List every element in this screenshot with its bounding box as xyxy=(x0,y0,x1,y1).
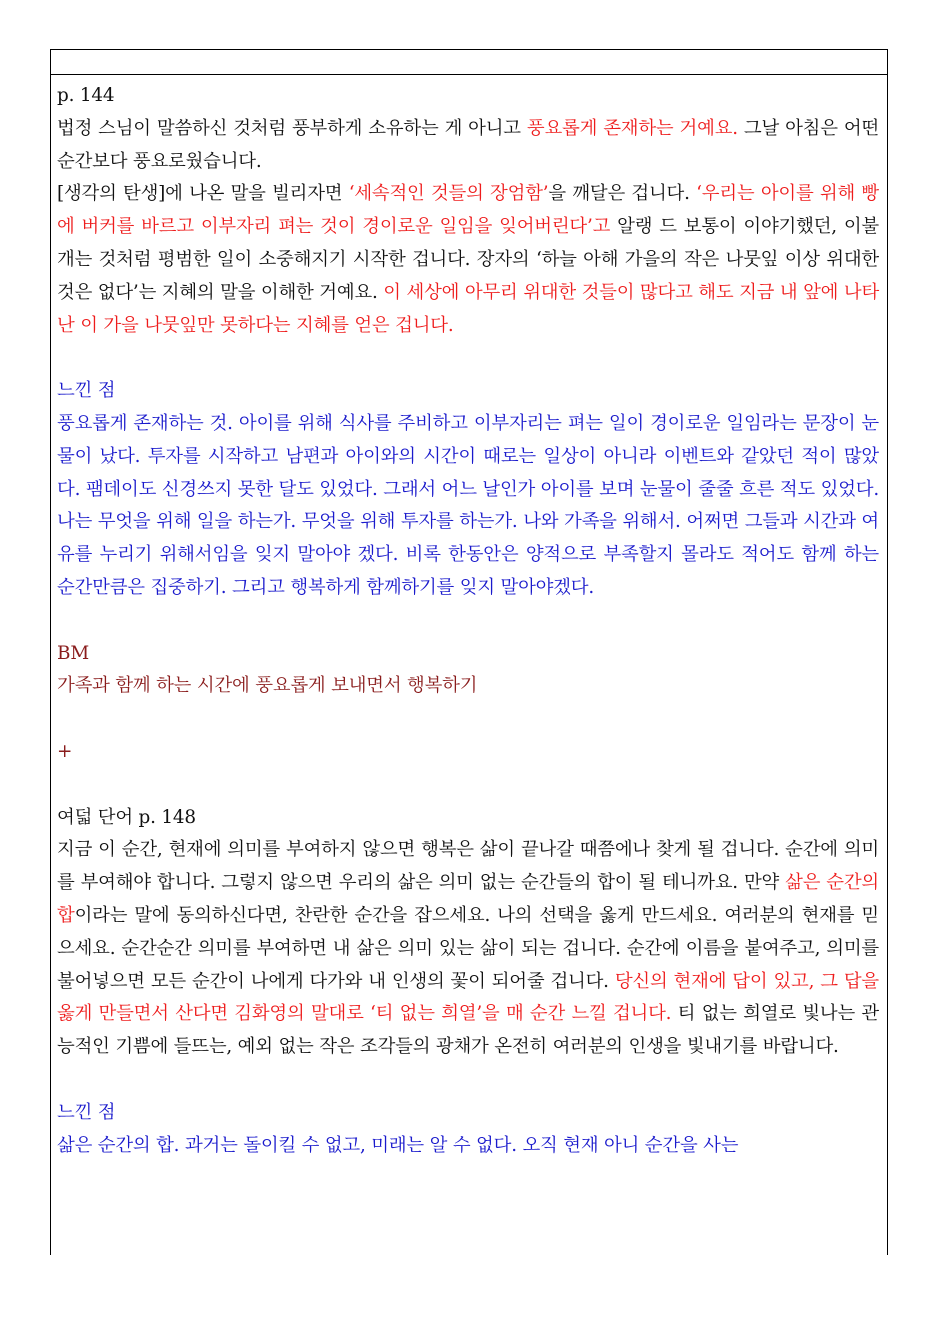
book-heading: 여덟 단어 p. 148 xyxy=(57,806,196,828)
page-reference: p. 144 xyxy=(57,85,115,106)
bm-label: BM xyxy=(57,642,89,664)
highlight-text: ‘세속적인 것들의 장엄함’ xyxy=(348,183,549,205)
feeling-heading: 느낀 점 xyxy=(57,380,116,402)
document-table xyxy=(50,49,888,1255)
highlight-text: 이 세상에 아무리 위대한 것들이 많다고 해도 지금 내 앞에 나타난 이 가을 나뭇잎만 못하다는 지혜를 얻은 겁니다. xyxy=(57,281,880,336)
plus-marker: + xyxy=(57,740,73,762)
spacer xyxy=(57,342,879,375)
quote-paragraph: 지금 이 순간, 현재에 의미를 부여하지 않으면 행복은 삶이 끝나갈 때쯤에나 찾게 될 겁니다. 순간에 의미를 부여해야 합니다. 그렇지 않으면 우리의 삶은 의미 없는 순간들의 합이 될 테니까요. 만약 삶은 순간의 합이라는 말에 동의하신다면, 찬란한 순간을 잡으세요. 나의 선택을 옳게 만드세요. 여러분의 현재를 믿으세요. 순간순간 의미를 부여하면 내 삶은 의미 있는 삶이 되는 겁니다. 순간에 이름을 붙여주고, 의미를 불어넣으면 모든 순간이 나에게 다가와 내 인생의 꽃이 되어줄 겁니다. 당신의 현재에 답이 있고, 그 답을 옳게 만들면서 산다면 김화영의 말대로 ‘티 없는 희열’을 매 순간 느낄 겁니다. 티 없는 희열로 빛나는 관능적인 기쁨에 들뜨는, 예외 없는 작은 조각들의 광채가 온전히 여러분의 인생을 빛내기를 바랍니다. xyxy=(57,839,879,1058)
spacer xyxy=(57,769,879,802)
feeling-heading: 느낀 점 xyxy=(57,1101,116,1123)
bm-text: 가족과 함께 하는 시간에 풍요롭게 보내면서 행복하기 xyxy=(57,675,478,697)
highlight-text: 풍요롭게 존재하는 거예요. xyxy=(526,117,738,139)
spacer xyxy=(57,605,879,638)
spacer xyxy=(57,703,879,736)
highlight-text: ‘우리는 아이를 위해 빵에 버커를 바르고 이부자리 펴는 것이 경이로운 일임을 잊어버린다’고 xyxy=(57,183,879,238)
table-header-row xyxy=(51,50,887,75)
quote-paragraph: [생각의 탄생]에 나온 말을 빌리자면 ‘세속적인 것들의 장엄함’을 깨달은 겁니다. ‘우리는 아이를 위해 빵에 버커를 바르고 이부자리 펴는 것이 경이로운 일임을 잊어버린다’고 알랭 드 보통이 이야기했던, 이불 개는 것처럼 평범한 일이 소중해지기 시작한 겁니다. 장자의 ‘하늘 아해 가을의 작은 나뭇잎 이상 위대한 것은 없다’는 지혜의 말을 이해한 거예요. 이 세상에 아무리 위대한 것들이 많다고 해도 지금 내 앞에 나타난 이 가을 나뭇잎만 못하다는 지혜를 얻은 겁니다. xyxy=(57,183,880,336)
quote-paragraph: 법정 스님이 말씀하신 것처럼 풍부하게 소유하는 게 아니고 풍요롭게 존재하는 거예요. 그날 아침은 어떤 순간보다 풍요로웠습니다. xyxy=(57,117,879,172)
feeling-text: 삶은 순간의 합. 과거는 돌이킬 수 없고, 미래는 알 수 없다. 오직 현재 아니 순간을 사는 xyxy=(57,1134,739,1156)
feeling-text: 풍요롭게 존재하는 것. 아이를 위해 식사를 주비하고 이부자리는 펴는 일이 경이로운 일임라는 문장이 눈물이 났다. 투자를 시작하고 남편과 아이와의 시간이 때로는 일상이 아니라 이벤트와 같았던 적이 많았다. 팸데이도 신경쓰지 못한 달도 있었다. 그래서 어느 날인가 아이를 보며 눈물이 줄줄 흐른 적도 있었다. 나는 무엇을 위해 일을 하는가. 무엇을 위해 투자를 하는가. 나와 가족을 위해서. 어쩌면 그들과 시간과 여유를 누리기 위해서임을 잊지 말아야 겠다. 비록 한동안은 양적으로 부족할지 몰라도 적어도 함께 하는 순간만큼은 집중하기. 그리고 행복하게 함께하기를 잊지 말아야겠다. xyxy=(57,412,879,598)
highlight-text: 삶은 순간의 합 xyxy=(57,872,879,926)
highlight-text: 당신의 현재에 답이 있고, 그 답을 옳게 만들면서 산다면 김화영의 말대로 ‘티 없는 희열’을 매 순간 느낄 겁니다. xyxy=(57,970,879,1025)
document-body xyxy=(51,75,887,1162)
spacer xyxy=(57,1064,879,1097)
